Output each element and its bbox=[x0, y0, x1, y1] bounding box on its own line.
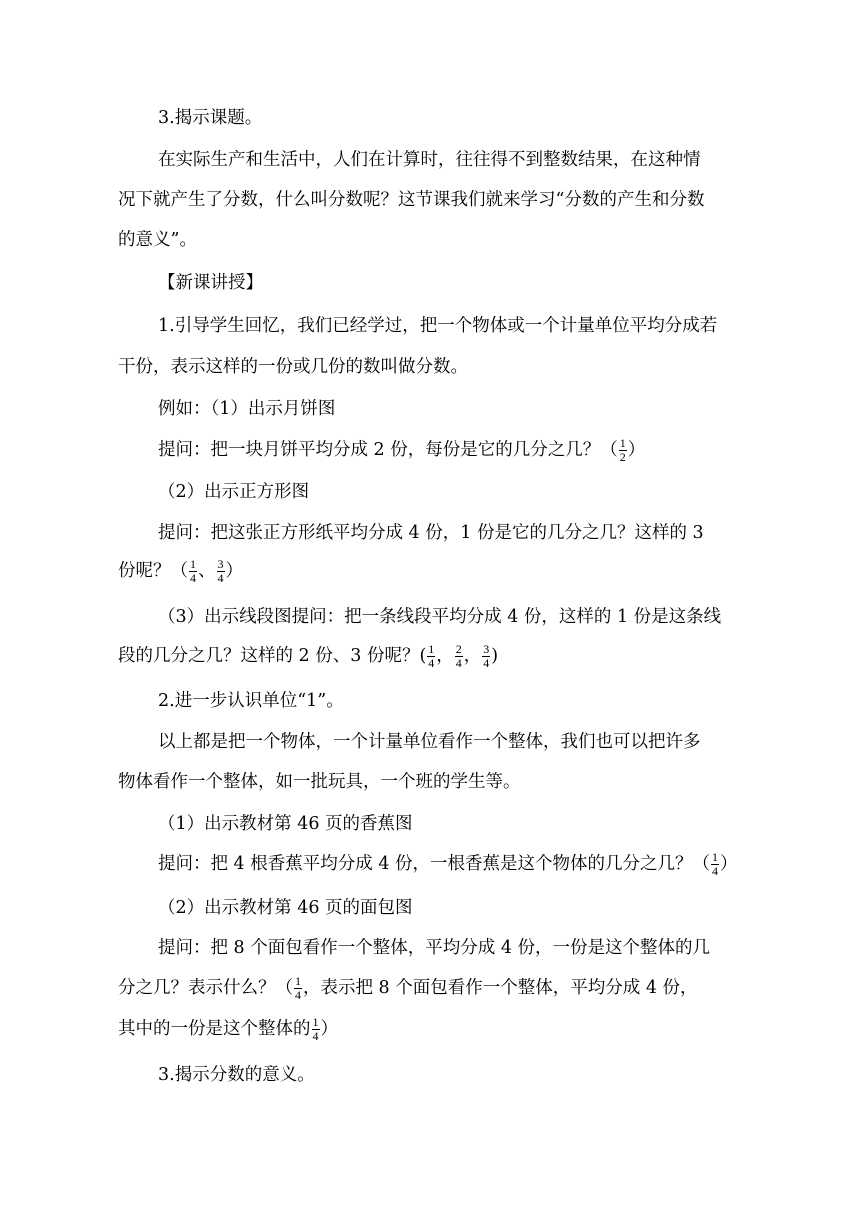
paragraph: （2）出示教材第 46 页的面包图 bbox=[158, 898, 413, 918]
paragraph: （1）出示教材第 46 页的香蕉图 bbox=[158, 814, 413, 834]
fraction: $\frac{1}{4}$ bbox=[712, 850, 719, 878]
paragraph: 2.进一步认识单位“1”。 bbox=[158, 691, 344, 711]
question-line: 份呢？（ $\frac{1}{4}$ 、 $\frac{3}{4}$ ） bbox=[118, 557, 243, 585]
paragraph: 干份，表示这样的一份或几份的数叫做分数。 bbox=[118, 357, 468, 377]
question-line: 段的几分之几？这样的 2 份、3 份呢？( $\frac{1}{4}$ ， $\frac{2}{4}$ ， $\frac{3}{4}$ ) bbox=[118, 642, 499, 670]
fraction: $\frac{2}{4}$ bbox=[455, 642, 462, 670]
fraction: $\frac{3}{4}$ bbox=[217, 557, 224, 585]
paragraph: 1.引导学生回忆，我们已经学过，把一个物体或一个计量单位平均分成若 bbox=[158, 316, 718, 336]
paragraph: 物体看作一个整体，如一批玩具，一个班的学生等。 bbox=[118, 772, 521, 792]
question-line: 提问：把 4 根香蕉平均分成 4 份，一根香蕉是这个物体的几分之几？（ $\frac{1}{4}$ ） bbox=[158, 850, 738, 878]
paragraph: 在实际生产和生活中，人们在计算时，往往得不到整数结果，在这种情 bbox=[158, 150, 701, 170]
paragraph: 例如：（1）出示月饼图 bbox=[158, 399, 336, 419]
question-line: （3）出示线段图提问：把一条线段平均分成 4 份，这样的 1 份是这条线 bbox=[158, 607, 722, 627]
question-line: 提问：把这张正方形纸平均分成 4 份，1 份是它的几分之几？这样的 3 bbox=[158, 523, 704, 543]
question-line: 提问：把 8 个面包看作一个整体，平均分成 4 份，一份是这个整体的几 bbox=[158, 938, 711, 958]
fraction: $\frac{1}{4}$ bbox=[295, 974, 301, 1002]
fraction: $\frac{1}{4}$ bbox=[428, 642, 435, 670]
question-line: 分之几？表示什么？（ $\frac{1}{4}$ ，表示把 8 个面包看作一个整体，平均分成 4 份， bbox=[118, 974, 698, 1002]
paragraph: 以上都是把一个物体，一个计量单位看作一个整体，我们也可以把许多 bbox=[158, 732, 701, 752]
paragraph: 3.揭示课题。 bbox=[158, 108, 263, 128]
paragraph: 3.揭示分数的意义。 bbox=[158, 1065, 315, 1085]
question-line: 其中的一份是这个整体的 $\frac{1}{4}$ ） bbox=[118, 1015, 338, 1043]
question-line: 提问：把一块月饼平均分成 2 份，每份是它的几分之几？（ $\frac{1}{2}$ ） bbox=[158, 436, 646, 464]
paragraph: 的意义”。 bbox=[118, 230, 197, 250]
fraction: $\frac{1}{4}$ bbox=[190, 557, 196, 585]
section-heading: 【新课讲授】 bbox=[158, 273, 263, 293]
paragraph: （2）出示正方形图 bbox=[158, 482, 310, 502]
fraction: $\frac{1}{2}$ bbox=[619, 436, 626, 464]
fraction: $\frac{3}{4}$ bbox=[483, 642, 490, 670]
paragraph: 况下就产生了分数，什么叫分数呢？这节课我们就来学习“分数的产生和分数 bbox=[118, 190, 705, 210]
fraction: $\frac{1}{4}$ bbox=[312, 1015, 319, 1043]
